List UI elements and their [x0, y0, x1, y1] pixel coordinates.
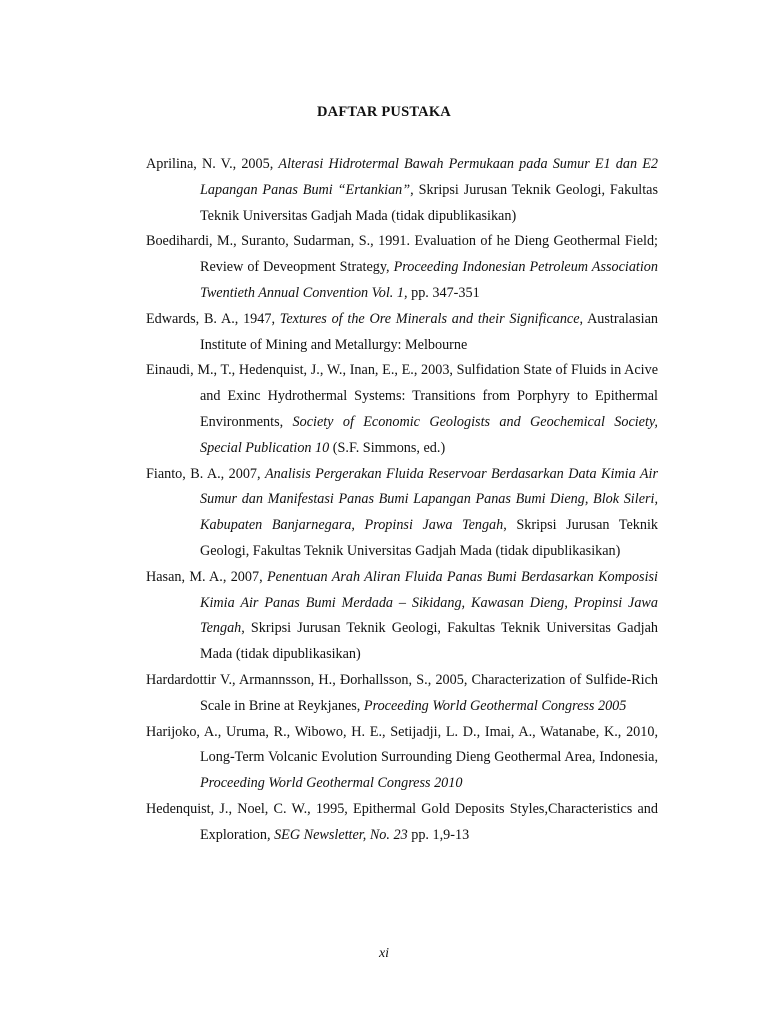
reference-title: Proceeding World Geothermal Congress 2010 — [200, 775, 463, 792]
reference-title: Textures of the Ore Minerals and their Significance — [279, 310, 580, 327]
reference-item — [146, 797, 658, 849]
reference-item — [146, 152, 658, 229]
reference-text: (S.F. Simmons, ed.) — [329, 439, 446, 456]
reference-item — [146, 565, 658, 668]
reference-text: Edwards, B. A., 1947, — [146, 310, 280, 327]
reference-text: Boedihardi, M., Suranto, Sudarman, S., 1991. Evaluation of he Dieng Geothermal Field; Review of Deveopment Strategy, — [146, 233, 658, 276]
reference-list — [146, 152, 658, 849]
reference-item — [146, 307, 658, 359]
reference-text: , pp. 347-351 — [404, 284, 480, 301]
reference-text: Fianto, B. A., 2007, — [146, 465, 265, 482]
reference-text: Hardardottir V., Armannsson, H., Ðorhallsson, S., 2005, Characterization of Sulfide-Rich Scale in Brine at Reykjanes, — [146, 671, 658, 714]
reference-item — [146, 358, 658, 461]
reference-text: Harijoko, A., Uruma, R., Wibowo, H. E., Setijadji, L. D., Imai, A., Watanabe, K., 2010, Long-Term Volcanic Evolution Surrounding Dieng Geothermal Area, Indonesia, — [146, 723, 658, 766]
reference-text: pp. 1,9-13 — [407, 826, 470, 843]
reference-text: , Skripsi Jurusan Teknik Geologi, Fakultas Teknik Universitas Gadjah Mada (tidak dipublikasikan) — [200, 620, 658, 663]
reference-item — [146, 668, 658, 720]
reference-text: , Australasian Institute of Mining and Metallurgy: Melbourne — [200, 310, 658, 353]
reference-title: Proceeding World Geothermal Congress 2005 — [363, 697, 627, 714]
reference-item — [146, 720, 658, 797]
reference-text: Einaudi, M., T., Hedenquist, J., W., Inan, E., E., 2003, Sulfidation State of Fluids in Acive and Exinc Hydrothermal Systems: Transitions from Porphyry to Epithermal Environments, — [146, 362, 658, 430]
page-number: xi — [378, 946, 390, 961]
reference-item — [146, 462, 658, 565]
reference-text: Hedenquist, J., Noel, C. W., 1995, Epithermal Gold Deposits Styles,Characteristics and Exploration — [146, 800, 658, 843]
reference-text: , Skripsi Jurusan Teknik Geologi, Fakultas Teknik Universitas Gadjah Mada (tidak dipublikasikan) — [200, 181, 658, 224]
reference-text: Aprilina, N. V., 2005, — [146, 156, 279, 172]
reference-title: Analisis Pergerakan Fluida Reservoar Berdasarkan Data Kimia Air Sumur dan Manifestasi Panas Bumi Lapangan Panas Bumi Dieng, Blok Sileri, Kabupaten Banjarnegara, Propinsi Jawa Tengah — [200, 465, 658, 534]
reference-text: , Skripsi Jurusan Teknik Geologi, Fakultas Teknik Universitas Gadjah Mada (tidak dipublikasikan) — [200, 517, 658, 559]
page-title: DAFTAR PUSTAKA — [317, 104, 451, 120]
reference-title: , SEG Newsletter, No. 23 — [266, 826, 408, 843]
reference-title: Penentuan Arah Aliran Fluida Panas Bumi Berdasarkan Komposisi Kimia Air Panas Bumi Merdada – Sikidang, Kawasan Dieng, Propinsi Jawa Tengah — [200, 568, 658, 637]
reference-title: Alterasi Hidrotermal Bawah Permukaan pada Sumur E1 dan E2 Lapangan Panas Bumi “Ertankian” — [200, 156, 658, 198]
reference-text: Hasan, M. A., 2007, — [146, 568, 267, 585]
reference-title: Proceeding Indonesian Petroleum Association Twentieth Annual Convention Vol. 1 — [200, 259, 658, 301]
reference-title: Society of Economic Geologists and Geochemical Society, Special Publication 10 — [200, 413, 658, 456]
reference-item — [146, 229, 658, 306]
